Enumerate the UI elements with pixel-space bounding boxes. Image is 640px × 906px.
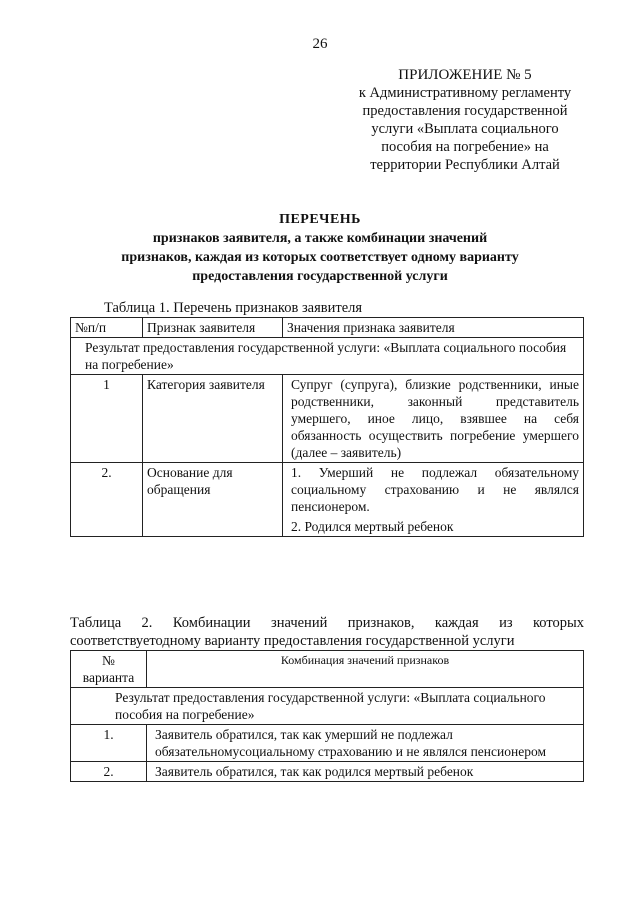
appendix-line: к Административному регламенту (358, 85, 572, 101)
table1-row-value (283, 463, 584, 537)
table1-row-value: Супруг (супруга), близкие родственники, иные родственники, законный представитель умершего, иное лицо, взявшее на себя обязанность осуществить погребение умершего (далее – заявитель) (283, 375, 584, 463)
table-row (71, 762, 584, 782)
table2-row-num: 2. (71, 762, 147, 782)
table1 (70, 317, 584, 537)
table1-row-attr: Основание для обращения (143, 463, 283, 537)
title-line: признаков заявителя, а также комбинации значений (152, 231, 488, 246)
appendix-line: территории Республики Алтай (370, 157, 560, 173)
table2-caption: Таблица 2. Комбинации значений признаков, каждая из которых соответствуетодному варианту предоставления государственной услуги (70, 615, 584, 649)
title-line: предоставления государственной услуги (192, 269, 448, 284)
table1-caption: Таблица 1. Перечень признаков заявителя (104, 300, 363, 316)
table1-row-attr: Категория заявителя (143, 375, 283, 463)
table1-row-num: 2. (71, 463, 143, 537)
table1-row-num: 1 (71, 375, 143, 463)
table1-row-value-item: 2. Родился мертвый ребенок (291, 519, 454, 534)
table2-result-row (71, 688, 584, 725)
title-main: ПЕРЕЧЕНЬ (279, 212, 361, 227)
document-title (60, 210, 580, 286)
table2-header-row (71, 651, 584, 688)
page-number: 26 (312, 36, 328, 52)
table1-header-row (71, 318, 584, 338)
table1-header-attr: Признак заявителя (143, 318, 283, 338)
table-row (71, 463, 584, 537)
appendix-line: предоставления государственной (362, 103, 568, 119)
table1-result-row (71, 338, 584, 375)
table1-row-value-item: 1. Умерший не подлежал обязательному социальному страхованию и не являлся пенсионером. (291, 465, 579, 514)
table2-row-text: Заявитель обратился, так как родился мертвый ребенок (147, 762, 584, 782)
table2-header-combo: Комбинация значений признаков (147, 651, 584, 688)
table2-row-num: 1. (71, 725, 147, 762)
table1-header-value: Значения признака заявителя (283, 318, 584, 338)
table2-row-text: Заявитель обратился, так как умерший не подлежал обязательномусоциальному страхованию и не являлся пенсионером (147, 725, 584, 762)
table2 (70, 650, 584, 782)
table1-result-text: Результат предоставления государственной услуги: «Выплата социального пособия на погребение» (71, 338, 584, 375)
table-row (71, 725, 584, 762)
table1-header-num: №п/п (71, 318, 143, 338)
appendix-heading: ПРИЛОЖЕНИЕ № 5 (398, 67, 532, 83)
table2-header-num: № варианта (71, 651, 147, 688)
appendix-block (340, 66, 590, 174)
title-line: признаков, каждая из которых соответствует одному варианту (121, 250, 519, 265)
table2-result-text: Результат предоставления государственной услуги: «Выплата социального пособия на погребение» (71, 688, 584, 725)
appendix-line: пособия на погребение» на (381, 139, 549, 155)
appendix-line: услуги «Выплата социального (371, 121, 559, 137)
table-row (71, 375, 584, 463)
